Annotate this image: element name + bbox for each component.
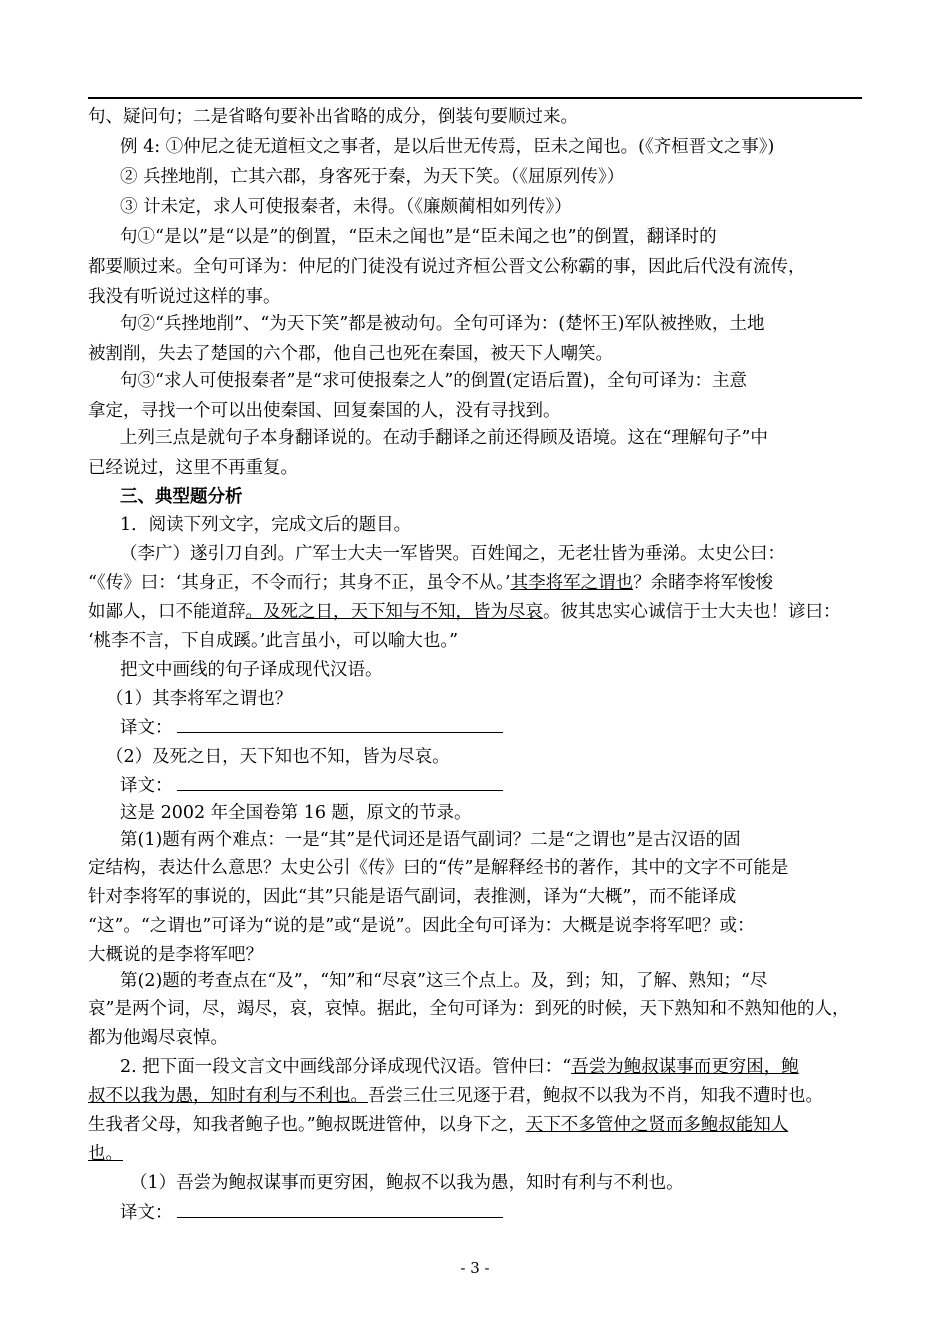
- source-note: 这是 2002 年全国卷第 16 题，原文的节录。: [120, 803, 472, 823]
- text-line: 句①“是以”是“以是”的倒置，“臣未之闻也”是“臣未闻之也”的倒置，翻译时的: [120, 227, 717, 247]
- underlined-sentence-4-cont: 也。: [88, 1144, 123, 1164]
- text-line: 已经说过，这里不再重复。: [88, 458, 298, 478]
- section-heading: 三、典型题分析: [120, 487, 243, 507]
- analysis-line: 都为他竭尽哀悼。: [88, 1028, 228, 1048]
- passage-line: ‘桃李不言，下自成蹊。’此言虽小，可以喻大也。”: [88, 631, 459, 651]
- sub-question-2: （2）及死之日，天下知也不知，皆为尽哀。: [106, 747, 450, 767]
- text-line: 被割削，失去了楚国的六个郡，他自己也死在秦国，被天下人嘲笑。: [88, 344, 613, 364]
- analysis-line: 哀”是两个词，尽，竭尽，哀，哀悼。据此，全句可译为：到死的时候，天下熟知和不熟知他的人，: [88, 999, 850, 1019]
- question-2-line: [88, 1141, 862, 1167]
- example-4-item-3: ③ 计未定，求人可使报秦者，未得。（《廉颇蔺相如列传》）: [120, 197, 572, 217]
- translation-field-2[interactable]: 译文：: [120, 773, 862, 799]
- text-line: 句②“兵挫地削”、“为天下笑”都是被动句。全句可译为：(楚怀王)军队被挫败，土地: [120, 314, 765, 334]
- text-line: 都要顺过来。全句可译为：仲尼的门徒没有说过齐桓公晋文公称霸的事，因此后代没有流传，: [88, 257, 806, 277]
- text-line: 我没有听说过这样的事。: [88, 287, 281, 307]
- analysis-line: 针对李将军的事说的，因此“其”只能是语气副词，表推测，译为“大概”，而不能译成: [88, 887, 737, 907]
- text-line: 拿定，寻找一个可以出使秦国、回复秦国的人，没有寻找到。: [88, 401, 561, 421]
- example-4-item-2: ② 兵挫地削，亡其六郡，身客死于秦，为天下笑。（《屈原列传》）: [120, 167, 625, 187]
- question-2-line: 2. 把下面一段文言文中画线部分译成现代汉语。管仲曰：“吾尝为鲍叔谋事而更穷困，鲍: [120, 1057, 799, 1077]
- page-number: - 3 -: [460, 1259, 490, 1277]
- text-line: 上列三点是就句子本身翻译说的。在动手翻译之前还得顾及语境。这在“理解句子”中: [120, 428, 768, 448]
- sub-question-2-1: （1）吾尝为鲍叔谋事而更穷困，鲍叔不以我为愚，知时有利与不利也。: [130, 1173, 684, 1193]
- translation-field-1[interactable]: 译文：: [120, 715, 862, 741]
- text-line: 句、疑问句；二是省略句要补出省略的成分，倒装句要顺过来。: [88, 107, 578, 127]
- analysis-line: “这”。“之谓也”可译为“说的是”或“是说”。因此全句可译为：大概是说李将军吧？或：: [88, 916, 755, 936]
- analysis-line: 第(2)题的考查点在“及”，“知”和“尽哀”这三个点上。及，到；知，了解、熟知；“尽: [120, 971, 768, 991]
- translation-field-3[interactable]: 译文：: [120, 1200, 862, 1226]
- answer-blank[interactable]: [177, 774, 503, 791]
- text-line: 句③“求人可使报秦者”是“求可使报秦之人”的倒置(定语后置)，全句可译为：主意: [120, 371, 747, 391]
- underlined-sentence-2: 。及死之日，天下知与不知，皆为尽哀: [245, 602, 543, 622]
- header-rule: [88, 97, 862, 99]
- question-1-intro: 1．阅读下列文字，完成文后的题目。: [120, 515, 412, 535]
- answer-blank[interactable]: [177, 716, 503, 733]
- answer-blank[interactable]: [177, 1201, 503, 1218]
- example-4-item-1: 例 4: ①仲尼之徒无道桓文之事者，是以后世无传焉，臣未之闻也。(《齐桓晋文之事》): [120, 137, 775, 157]
- sub-question-1: （1）其李将军之谓也？: [106, 689, 293, 709]
- underlined-sentence-3-cont: 叔不以我为愚，知时有利与不利也。: [88, 1086, 368, 1106]
- passage-line: “《传》曰：‘其身正，不令而行；其身不正，虽令不从。’其李将军之谓也？余睹李将军悛悛: [88, 573, 774, 593]
- underlined-sentence-3: 吾尝为鲍叔谋事而更穷困，鲍: [571, 1057, 799, 1077]
- analysis-line: 大概说的是李将军吧？: [88, 945, 263, 965]
- passage-line: 如鄙人，口不能道辞。及死之日，天下知与不知，皆为尽哀。彼其忠实心诚信于士大夫也！谚曰：: [88, 602, 841, 622]
- underlined-sentence-1: 其李将军之谓也: [510, 573, 634, 593]
- analysis-line: 第(1)题有两个难点：一是“其”是代词还是语气副词？二是“之谓也”是古汉语的固: [120, 830, 741, 850]
- question-2-line: 生我者父母，知我者鲍子也。”鲍叔既进管仲，以身下之，天下不多管仲之贤而多鲍叔能知人: [88, 1115, 789, 1135]
- question-2-line: 叔不以我为愚，知时有利与不利也。吾尝三仕三见逐于君，鲍叔不以我为不肖，知我不遭时也。: [88, 1086, 823, 1106]
- instruction: 把文中画线的句子译成现代汉语。: [120, 660, 383, 680]
- analysis-line: 定结构，表达什么意思？太史公引《传》曰的“传”是解释经书的著作，其中的文字不可能是: [88, 858, 789, 878]
- underlined-sentence-4: 天下不多管仲之贤而多鲍叔能知人: [525, 1115, 789, 1135]
- passage-line: （李广）遂引刀自刭。广军士大夫一军皆哭。百姓闻之，无老壮皆为垂涕。太史公曰：: [120, 544, 785, 564]
